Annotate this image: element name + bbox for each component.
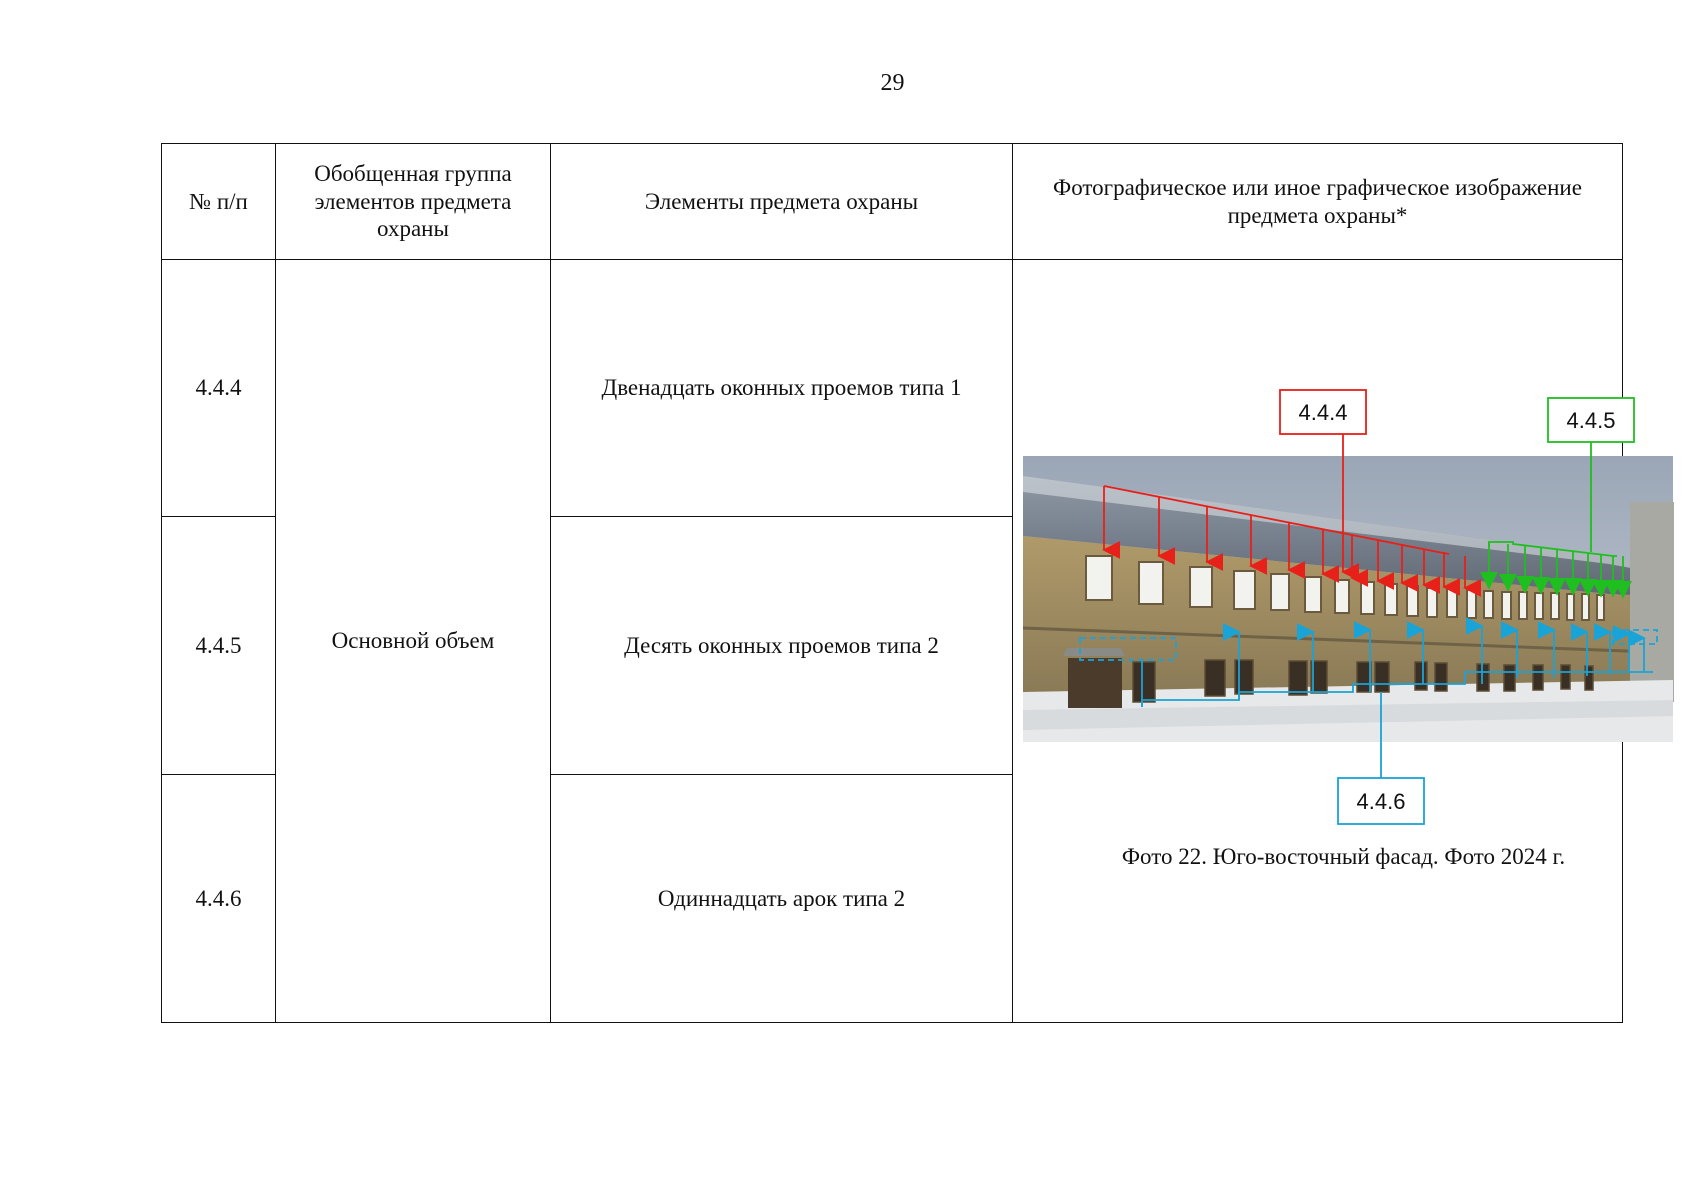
group-cell: Основной объем [276, 260, 551, 1023]
annotated-photo [1013, 260, 1674, 1022]
row-element: Двенадцать оконных проемов типа 1 [551, 260, 1013, 517]
label-green: 4.4.5 [1566, 408, 1616, 433]
photo-caption: Фото 22. Юго-восточный фасад. Фото 2024 г. [1121, 844, 1566, 869]
header-num: № п/п [162, 144, 276, 260]
table-row [162, 260, 1623, 517]
row-element: Одиннадцать арок типа 2 [551, 775, 1013, 1023]
row-num: 4.4.5 [162, 517, 276, 775]
label-blue: 4.4.6 [1356, 789, 1406, 814]
header-image: Фотографическое или иное графическое изображение предмета охраны* [1013, 144, 1623, 260]
header-elements: Элементы предмета охраны [551, 144, 1013, 260]
image-cell [1013, 260, 1623, 1023]
row-num: 4.4.6 [162, 775, 276, 1023]
header-group: Обобщенная группа элементов предмета охраны [276, 144, 551, 260]
table-header-row [162, 144, 1623, 260]
protection-table [161, 143, 1623, 1023]
label-red: 4.4.4 [1298, 400, 1348, 425]
row-element: Десять оконных проемов типа 2 [551, 517, 1013, 775]
facade-photo-svg [1013, 260, 1674, 1022]
facade-photo [1023, 456, 1674, 742]
row-num: 4.4.4 [162, 260, 276, 517]
page-number: 29 [880, 70, 905, 96]
